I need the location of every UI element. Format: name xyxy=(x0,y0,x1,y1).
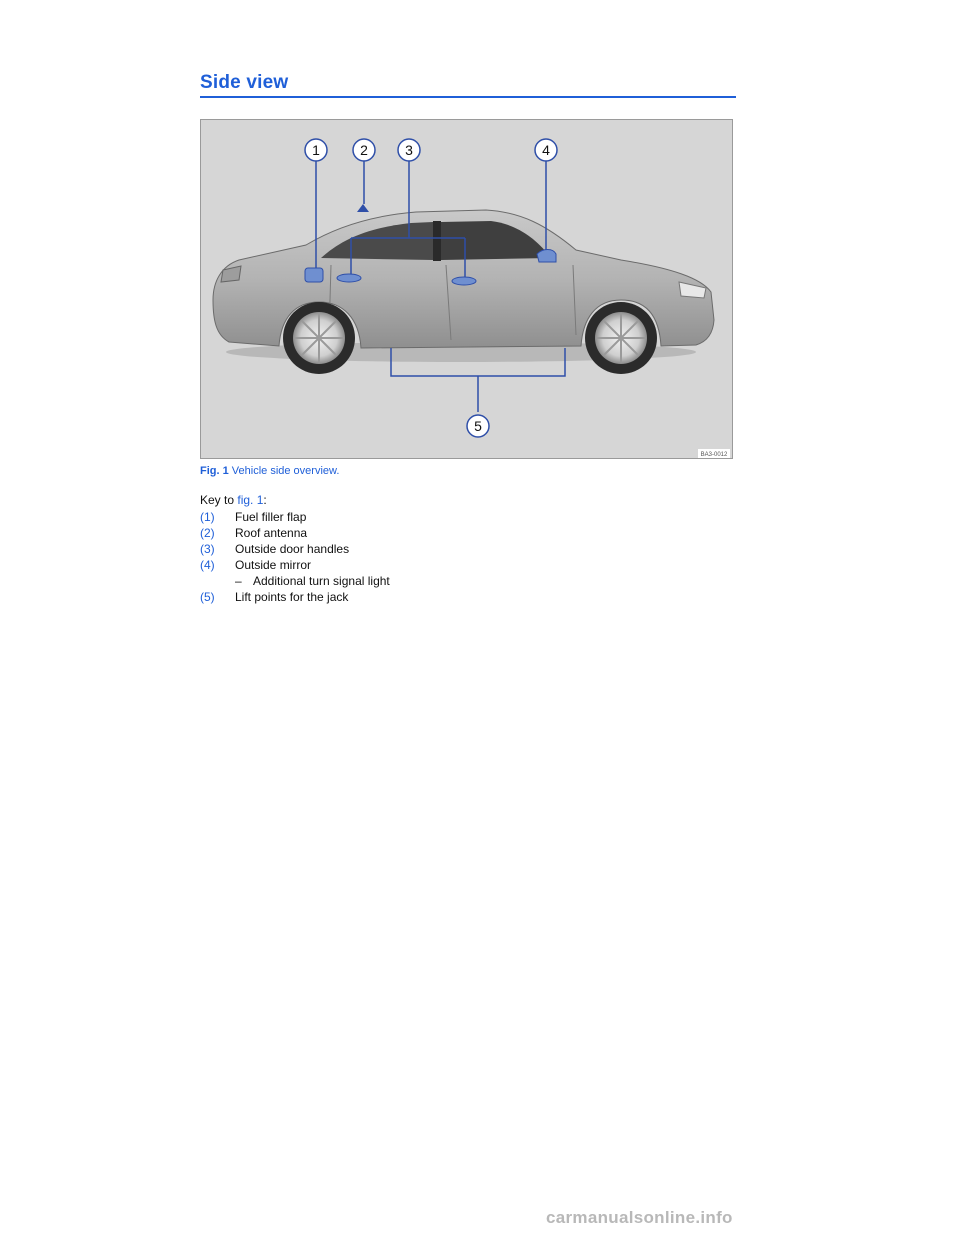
callout-4 xyxy=(535,139,557,161)
item-number: (5) xyxy=(200,590,215,604)
subitem-dash: – xyxy=(235,574,242,588)
outside-mirror-highlight xyxy=(537,250,556,263)
svg-text:2: 2 xyxy=(360,142,368,158)
key-list xyxy=(200,509,740,605)
item-text: Roof antenna xyxy=(235,526,308,540)
caption-label: Fig. 1 xyxy=(200,465,229,477)
car-illustration xyxy=(201,120,732,458)
figure-caption xyxy=(200,465,339,477)
caption-text: Vehicle side overview. xyxy=(231,465,340,477)
item-text: Additional turn signal light xyxy=(253,574,390,588)
list-item xyxy=(200,525,740,541)
front-door-handle-highlight xyxy=(452,277,476,285)
list-item xyxy=(200,557,740,573)
key-intro-colon: : xyxy=(263,493,267,507)
item-number: (2) xyxy=(200,526,215,540)
b-pillar xyxy=(433,221,441,261)
vehicle-side-figure xyxy=(200,119,733,459)
list-item xyxy=(200,589,740,605)
rear-door-handle-highlight xyxy=(337,274,361,282)
svg-text:1: 1 xyxy=(312,142,320,158)
item-text: Outside mirror xyxy=(235,558,312,572)
watermark: carmanualsonline.info xyxy=(546,1208,733,1227)
list-item xyxy=(200,509,740,525)
key-intro-text: Key to xyxy=(200,493,235,507)
item-text: Fuel filler flap xyxy=(235,510,307,524)
item-number: (3) xyxy=(200,542,215,556)
figure-code: BA3-0012 xyxy=(700,452,728,458)
figure-link[interactable]: fig. 1 xyxy=(237,493,264,507)
taillight xyxy=(221,266,241,282)
heading-divider xyxy=(200,96,736,98)
item-number: (4) xyxy=(200,558,215,572)
list-subitem xyxy=(200,573,740,589)
roof-antenna-highlight xyxy=(357,204,369,212)
item-text: Outside door handles xyxy=(235,542,350,556)
page-title: Side view xyxy=(200,72,289,93)
svg-text:5: 5 xyxy=(474,418,482,434)
fuel-filler-flap-highlight xyxy=(305,268,323,282)
callout-3 xyxy=(398,139,420,161)
svg-text:4: 4 xyxy=(542,142,550,158)
list-item xyxy=(200,541,740,557)
callout-5 xyxy=(467,415,489,437)
svg-text:3: 3 xyxy=(405,142,413,158)
item-text: Lift points for the jack xyxy=(235,590,349,604)
key-intro xyxy=(200,493,267,507)
callout-1 xyxy=(305,139,327,161)
callout-2 xyxy=(353,139,375,161)
item-number: (1) xyxy=(200,510,215,524)
